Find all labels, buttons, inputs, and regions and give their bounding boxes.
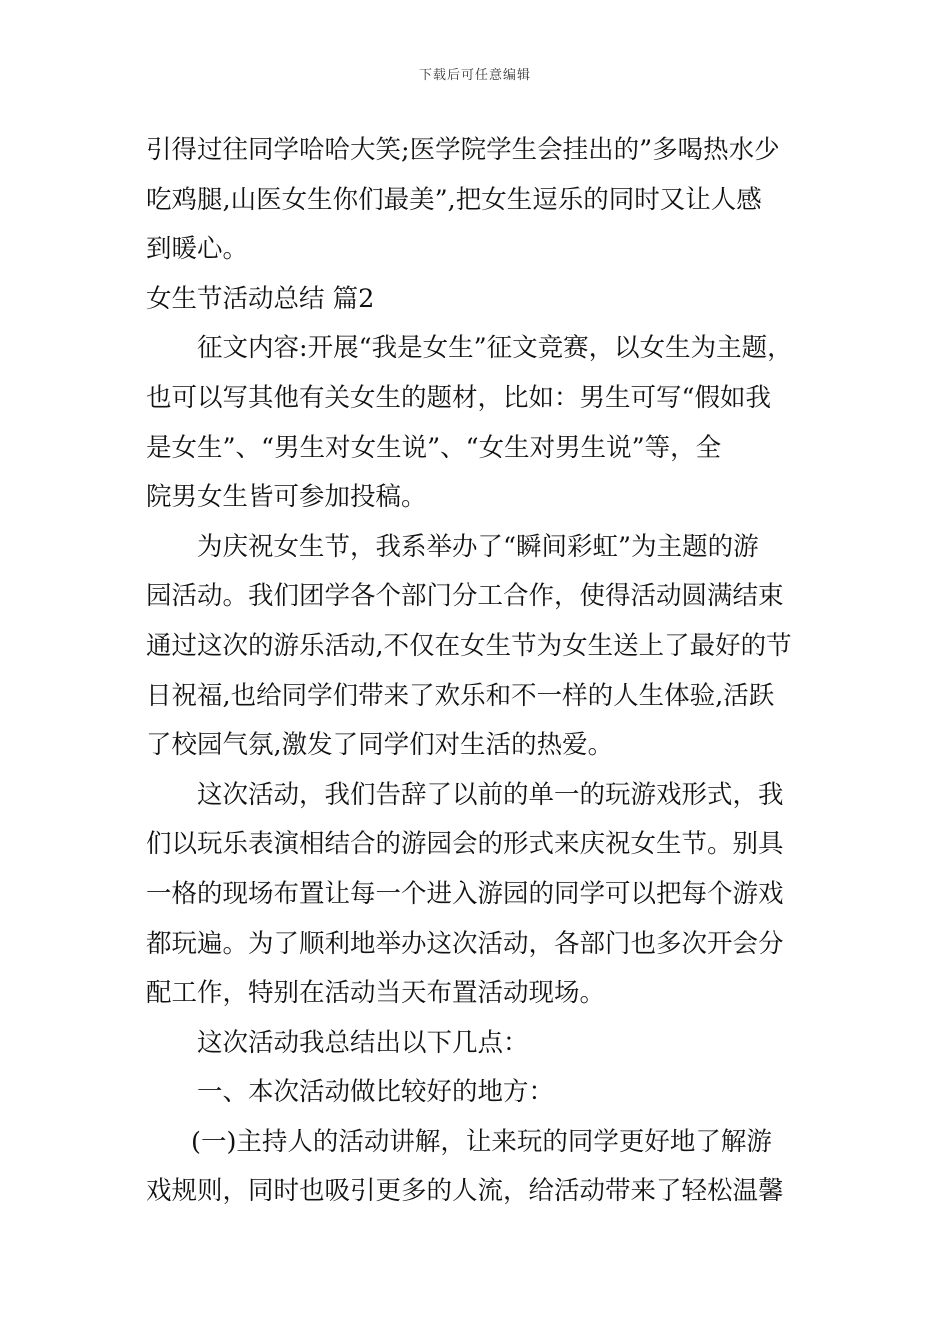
text-line: 都玩遍。为了顺利地举办这次活动，各部门也多次开会分 <box>146 928 784 959</box>
text-line: 戏规则，同时也吸引更多的人流，给活动带来了轻松温馨 <box>146 1176 784 1207</box>
section-heading: 女生节活动总结 篇2 <box>146 283 375 314</box>
text-line: 这次活动我总结出以下几点： <box>197 1027 529 1058</box>
text-line: 们以玩乐表演相结合的游园会的形式来庆祝女生节。别具 <box>146 829 784 860</box>
text-line: 院男女生皆可参加投稿。 <box>146 482 427 513</box>
text-line: 配工作，特别在活动当天布置活动现场。 <box>146 978 606 1009</box>
text-line: 为庆祝女生节，我系举办了“瞬间彩虹”为主题的游 <box>197 531 759 562</box>
text-line: 通过这次的游乐活动,不仅在女生节为女生送上了最好的节 <box>146 630 792 661</box>
text-line: 园活动。我们团学各个部门分工合作，使得活动圆满结束 <box>146 581 784 612</box>
text-line: 引得过往同学哈哈大笑;医学院学生会挂出的”多喝热水少 <box>146 135 780 165</box>
list-heading: 一、本次活动做比较好的地方： <box>197 1077 555 1108</box>
text-line: 到暖心。 <box>146 234 249 265</box>
page-header: 下载后可任意编辑 <box>418 68 531 83</box>
text-line: 吃鸡腿,山医女生你们最美”,把女生逗乐的同时又让人感 <box>146 184 762 215</box>
text-line: 是女生”、“男生对女生说”、“女生对男生说”等，全 <box>146 432 722 463</box>
list-item: (一)主持人的活动讲解，让来玩的同学更好地了解游 <box>191 1126 772 1157</box>
document-body <box>146 126 808 1217</box>
text-line: 日祝福,也给同学们带来了欢乐和不一样的人生体验,活跃 <box>146 680 775 711</box>
text-line: 一格的现场布置让每一个进入游园的同学可以把每个游戏 <box>146 878 784 909</box>
text-line: 征文内容:开展“我是女生”征文竞赛，以女生为主题， <box>197 333 793 364</box>
text-line: 这次活动，我们告辞了以前的单一的玩游戏形式，我 <box>197 779 784 810</box>
text-line: 了校园气氛,激发了同学们对生活的热爱。 <box>146 730 614 761</box>
text-line: 也可以写其他有关女生的题材，比如：男生可写“假如我 <box>146 382 772 413</box>
